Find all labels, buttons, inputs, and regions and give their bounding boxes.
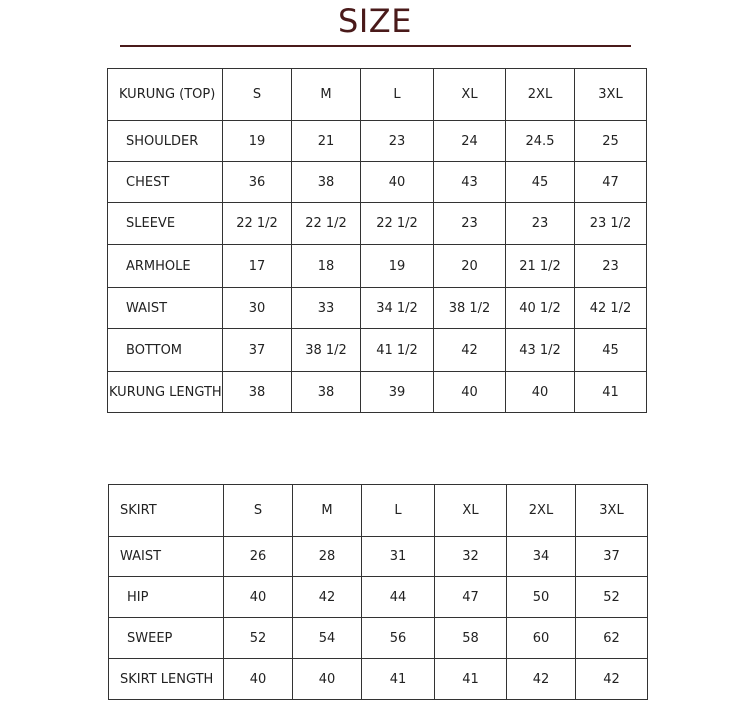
row-label-cell: SWEEP [109,618,224,659]
header-cell: M [292,69,361,121]
table-cell: 42 [576,659,648,700]
table-cell: 47 [435,577,507,618]
table-cell: 41 [435,659,507,700]
table-cell: 18 [292,245,361,288]
table-cell: 38 1/2 [434,288,506,329]
table-cell: 33 [292,288,361,329]
table-row [108,203,647,245]
table-cell: 23 [506,203,575,245]
header-cell: 3XL [576,485,648,537]
table-row [108,372,647,413]
table-cell: 50 [507,577,576,618]
header-cell: SKIRT [109,485,224,537]
table-cell: 42 [293,577,362,618]
table-cell: 20 [434,245,506,288]
table-cell: 22 1/2 [292,203,361,245]
row-label-cell: KURUNG LENGTH [108,372,223,413]
header-cell: XL [435,485,507,537]
row-label-cell: WAIST [109,537,224,577]
row-label-cell: WAIST [108,288,223,329]
kurung-top-size-table [107,68,647,413]
table-cell: 42 [507,659,576,700]
header-cell: S [223,69,292,121]
table-cell: 31 [362,537,435,577]
title-divider [120,45,631,47]
table-cell: 22 1/2 [223,203,292,245]
table-row [109,537,648,577]
table-cell: 42 [434,329,506,372]
table-cell: 38 [292,372,361,413]
table-cell: 26 [224,537,293,577]
header-cell: KURUNG (TOP) [108,69,223,121]
table-cell: 41 [575,372,647,413]
row-label-cell: BOTTOM [108,329,223,372]
skirt-size-table [108,484,648,700]
table-cell: 41 [362,659,435,700]
table-cell: 23 [361,121,434,162]
table-row [109,577,648,618]
table-cell: 23 [434,203,506,245]
table-cell: 21 [292,121,361,162]
table-cell: 22 1/2 [361,203,434,245]
row-label-cell: ARMHOLE [108,245,223,288]
table-cell: 52 [576,577,648,618]
table-cell: 41 1/2 [361,329,434,372]
header-cell: XL [434,69,506,121]
table-cell: 28 [293,537,362,577]
table-cell: 56 [362,618,435,659]
table-cell: 45 [575,329,647,372]
table-cell: 60 [507,618,576,659]
table-header-row [109,485,648,537]
page-title: SIZE [338,2,412,40]
table-cell: 43 1/2 [506,329,575,372]
table-cell: 17 [223,245,292,288]
table-cell: 40 [224,577,293,618]
table-cell: 52 [224,618,293,659]
table-cell: 62 [576,618,648,659]
table-cell: 34 1/2 [361,288,434,329]
table-cell: 39 [361,372,434,413]
table-cell: 24 [434,121,506,162]
table-cell: 38 1/2 [292,329,361,372]
table-cell: 47 [575,162,647,203]
table-cell: 19 [223,121,292,162]
table-row [109,618,648,659]
row-label-cell: HIP [109,577,224,618]
row-label-cell: SKIRT LENGTH [109,659,224,700]
table-cell: 36 [223,162,292,203]
table-cell: 38 [292,162,361,203]
header-cell: 3XL [575,69,647,121]
header-cell: L [362,485,435,537]
header-cell: L [361,69,434,121]
row-label-cell: CHEST [108,162,223,203]
header-cell: 2XL [507,485,576,537]
table-cell: 40 [506,372,575,413]
table-cell: 43 [434,162,506,203]
table-cell: 40 [434,372,506,413]
table-cell: 34 [507,537,576,577]
header-cell: 2XL [506,69,575,121]
table-cell: 25 [575,121,647,162]
table-cell: 40 [293,659,362,700]
table-cell: 38 [223,372,292,413]
table-row [108,288,647,329]
table-cell: 45 [506,162,575,203]
row-label-cell: SHOULDER [108,121,223,162]
table-cell: 32 [435,537,507,577]
row-label-cell: SLEEVE [108,203,223,245]
table-cell: 23 [575,245,647,288]
table-row [108,329,647,372]
table-cell: 54 [293,618,362,659]
table-cell: 40 [224,659,293,700]
table-cell: 58 [435,618,507,659]
table-cell: 19 [361,245,434,288]
header-cell: S [224,485,293,537]
table-cell: 21 1/2 [506,245,575,288]
table-cell: 30 [223,288,292,329]
table-cell: 42 1/2 [575,288,647,329]
table-cell: 37 [576,537,648,577]
header-cell: M [293,485,362,537]
table-cell: 23 1/2 [575,203,647,245]
table-cell: 40 1/2 [506,288,575,329]
table-row [108,245,647,288]
table-cell: 44 [362,577,435,618]
table-cell: 37 [223,329,292,372]
table-header-row [108,69,647,121]
table-cell: 40 [361,162,434,203]
table-row [109,659,648,700]
table-row [108,162,647,203]
table-row [108,121,647,162]
table-cell: 24.5 [506,121,575,162]
